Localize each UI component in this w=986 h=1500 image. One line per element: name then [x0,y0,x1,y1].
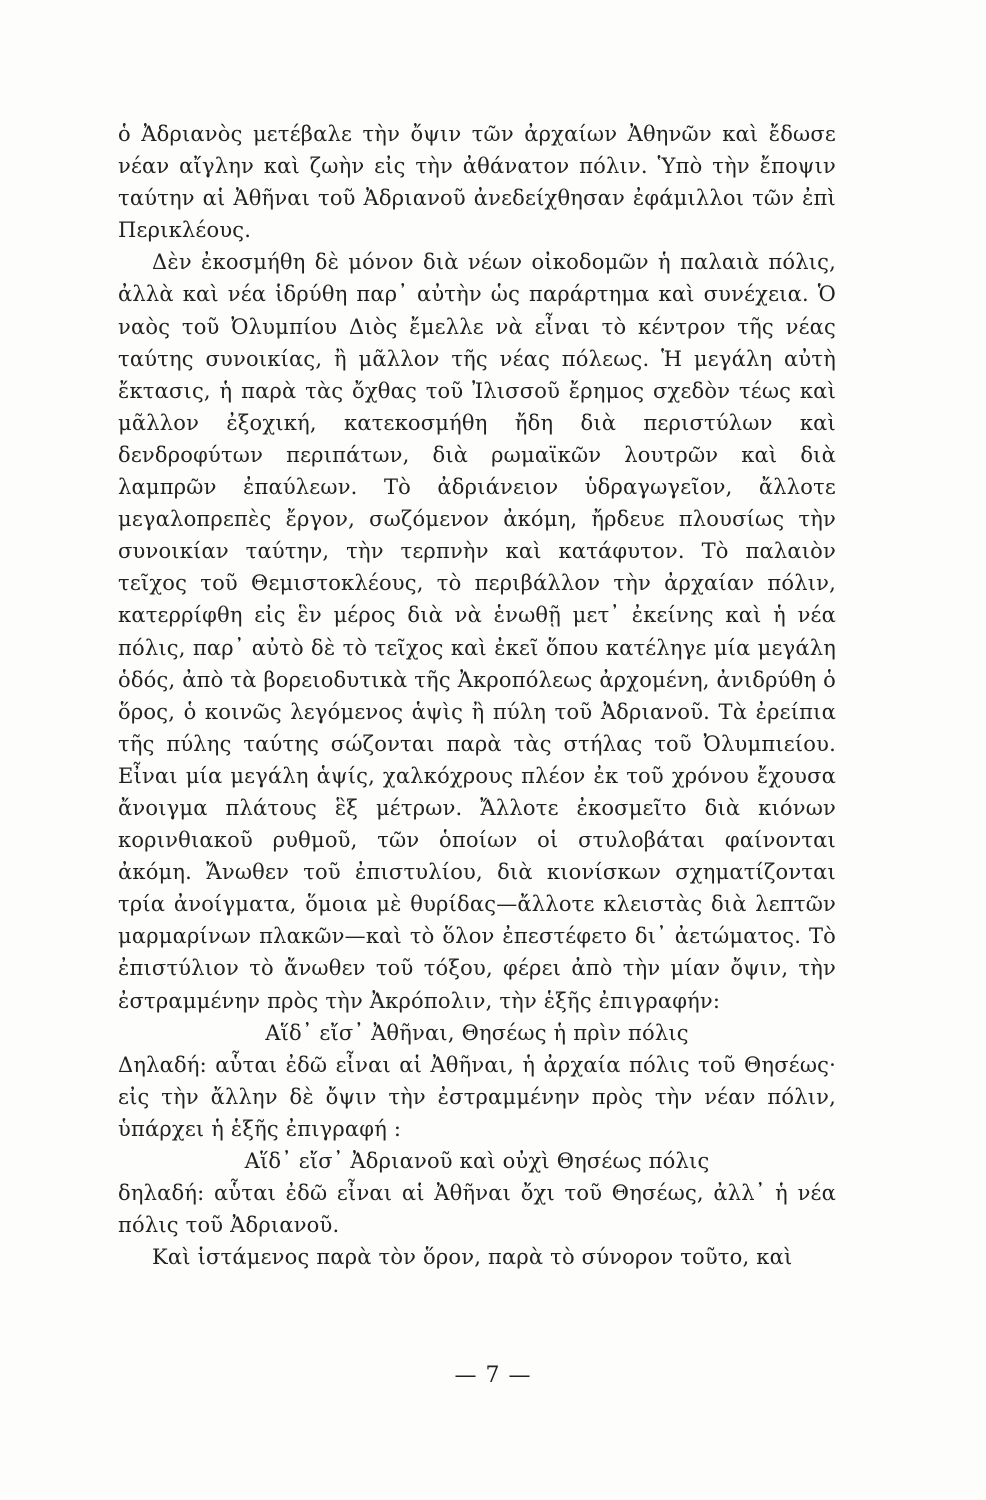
inscription-hadrian: Αἵδ᾽ εἴσ᾽ Ἀδριανοῦ καὶ οὐχὶ Θησέως πόλις [244,1149,710,1173]
paragraph-continuation: ὁ Ἀδριανὸς μετέβαλε τὴν ὄψιν τῶν ἀρχαίων Ἀθηνῶν καὶ ἔδωσε νέαν αἴγλην καὶ ζωὴν εἰς τὴν ἀθάνατον πόλιν. Ὑπὸ τὴν ἔποψιν ταύτην αἱ Ἀθῆναι τοῦ Ἀδριανοῦ ἀνεδείχθησαν ἐφάμιλλοι τῶν ἐπὶ Περικλέους. [118,122,836,243]
page-number: — 7 — [454,1363,532,1388]
paragraph-closing: Καὶ ἱστάμενος παρὰ τὸν ὅρον, παρὰ τὸ σύνορον τοῦτο, καὶ [152,1245,793,1270]
body-text [118,118,836,1273]
paragraph-hadrian-city: Δὲν ἐκοσμήθη δὲ μόνον διὰ νέων οἰκοδομῶν ἡ παλαιὰ πόλις, ἀλλὰ καὶ νέα ἱδρύθη παρ᾽ αὐτὴν ὡς παράρτημα καὶ συνέχεια. Ὁ ναὸς τοῦ Ὀλυμπίου Διὸς ἔμελλε νὰ εἶναι τὸ κέντρον τῆς νέας ταύτης συνοικίας, ἢ μᾶλλον τῆς νέας πόλεως. Ἡ μεγάλη αὐτὴ ἔκτασις, ἡ παρὰ τὰς ὄχθας τοῦ Ἰλισσοῦ ἔρημος σχεδὸν τέως καὶ μᾶλλον ἐξοχική, κατεκοσμήθη ἤδη διὰ περιστύλων καὶ δενδροφύτων περιπάτων, διὰ ρωμαϊκῶν λουτρῶν καὶ διὰ λαμπρῶν ἐπαύλεων. Τὸ ἀδριάνειον ὑδραγωγεῖον, ἄλλοτε μεγαλοπρεπὲς ἔργον, σωζόμενον ἀκόμη, ἤρδευε πλουσίως τὴν συνοικίαν ταύτην, τὴν τερπνὴν καὶ κατάφυτον. Τὸ παλαιὸν τεῖχος τοῦ Θεμιστοκλέους, τὸ περιβάλλον τὴν ἀρχαίαν πόλιν, κατερρίφθη εἰς ἓν μέρος διὰ νὰ ἑνωθῇ μετ᾽ ἐκείνης καὶ ἡ νέα πόλις, παρ᾽ αὐτὸ δὲ τὸ τεῖχος καὶ ἐκεῖ ὅπου κατέληγε μία μεγάλη ὁδός, ἀπὸ τὰ βορειοδυτικὰ τῆς Ἀκροπόλεως ἀρχομένη, ἀνιδρύθη ὁ ὅρος, ὁ κοινῶς λεγόμενος ἁψὶς ἢ πύλη τοῦ Ἀδριανοῦ. Τὰ ἐρείπια τῆς πύλης ταύτης σώζονται παρὰ τὰς στήλας τοῦ Ὀλυμπιείου. Εἶναι μία μεγάλη ἁψίς, χαλκόχρους πλέον ἐκ τοῦ χρόνου ἔχουσα ἄνοιγμα πλάτους ἓξ μέτρων. Ἄλλοτε ἐκοσμεῖτο διὰ κιόνων κορινθιακοῦ ρυθμοῦ, τῶν ὁποίων οἱ στυλοβάται φαίνονται ἀκόμη. Ἄνωθεν τοῦ ἐπιστυλίου, διὰ κιονίσκων σχηματίζονται τρία ἀνοίγματα, ὅμοια μὲ θυρίδας—ἄλλοτε κλειστὰς διὰ λεπτῶν μαρμαρίνων πλακῶν—καὶ τὸ ὅλον ἐπεστέφετο δι᾽ ἀετώματος. Τὸ ἐπιστύλιον τὸ ἄνωθεν τοῦ τόξου, φέρει ἀπὸ τὴν μίαν ὄψιν, τὴν ἐστραμμένην πρὸς τὴν Ἀκρόπολιν, τὴν ἑξῆς ἐπιγραφήν: [118,250,836,1013]
paragraph-explanation-1: Δηλαδή: αὗται ἐδῶ εἶναι αἱ Ἀθῆναι, ἡ ἀρχαία πόλις τοῦ Θησέως· εἰς τὴν ἄλλην δὲ ὄψιν τὴν ἐστραμμένην πρὸς τὴν νέαν πόλιν, ὑπάρχει ἡ ἑξῆς ἐπιγραφή : [118,1052,836,1141]
paragraph-explanation-2: δηλαδή: αὗται ἐδῶ εἶναι αἱ Ἀθῆναι ὄχι τοῦ Θησέως, ἀλλ᾽ ἡ νέα πόλις τοῦ Ἀδριανοῦ. [118,1181,836,1238]
inscription-athens-theseus: Αἵδ᾽ εἴσ᾽ Ἀθῆναι, Θησέως ἡ πρὶν πόλις [265,1020,689,1045]
